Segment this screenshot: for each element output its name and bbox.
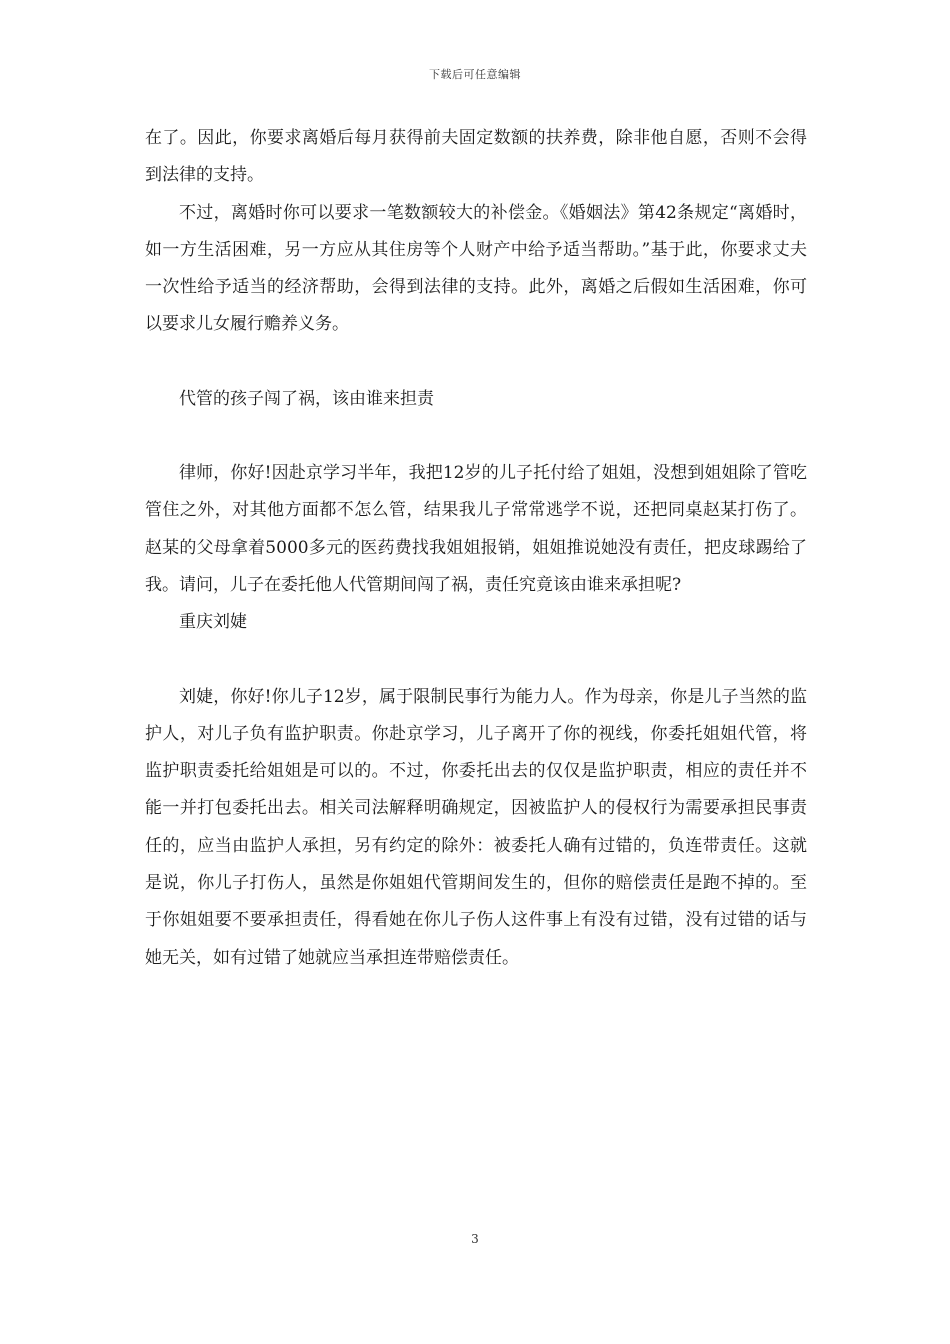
blank-line: [145, 418, 807, 455]
paragraph-question: 律师，你好!因赴京学习半年，我把12岁的儿子托付给了姐姐，没想到姐姐除了管吃管住之外，对其他方面都不怎么管，结果我儿子常常逃学不说，还把同桌赵某打伤了。赵某的父母拿着5000多元的医药费找我姐姐报销，姐姐推说她没有责任，把皮球踢给了我。请问，儿子在委托他人代管期间闯了祸，责任究竟该由谁来承担呢?: [145, 463, 807, 595]
blank-line: [145, 642, 807, 679]
paragraph-compensation: 不过，离婚时你可以要求一笔数额较大的补偿金。《婚姻法》第42条规定“离婚时，如一方生活困难，另一方应从其住房等个人财产中给予适当帮助。”基于此，你要求丈夫一次性给予适当的经济帮助，会得到法律的支持。此外，离婚之后假如生活困难，你可以要求儿女履行赡养义务。: [145, 202, 807, 335]
page-header: 下载后可任意编辑: [429, 68, 521, 81]
section-heading: 代管的孩子闯了祸，该由谁来担责: [179, 388, 434, 409]
page-number: 3: [471, 1232, 479, 1246]
blank-line: [145, 344, 807, 381]
paragraph-answer: 刘婕，你好!你儿子12岁，属于限制民事行为能力人。作为母亲，你是儿子当然的监护人，对儿子负有监护职责。你赴京学习，儿子离开了你的视线，你委托姐姐代管，将监护职责委托给姐姐是可以的。不过，你委托出去的仅仅是监护职责，相应的责任并不能一并打包委托出去。相关司法解释明确规定，因被监护人的侵权行为需要承担民事责任的，应当由监护人承担，另有约定的除外：被委托人确有过错的，负连带责任。这就是说，你儿子打伤人，虽然是你姐姐代管期间发生的，但你的赔偿责任是跑不掉的。至于你姐姐要不要承担责任，得看她在你儿子伤人这件事上有没有过错，没有过错的话与她无关，如有过错了她就应当承担连带赔偿责任。: [145, 686, 807, 968]
document-body: [145, 120, 807, 977]
paragraph-signature: 重庆刘婕: [179, 612, 247, 633]
paragraph-continuation: 在了。因此，你要求离婚后每月获得前夫固定数额的扶养费，除非他自愿，否则不会得到法律的支持。: [145, 128, 807, 186]
